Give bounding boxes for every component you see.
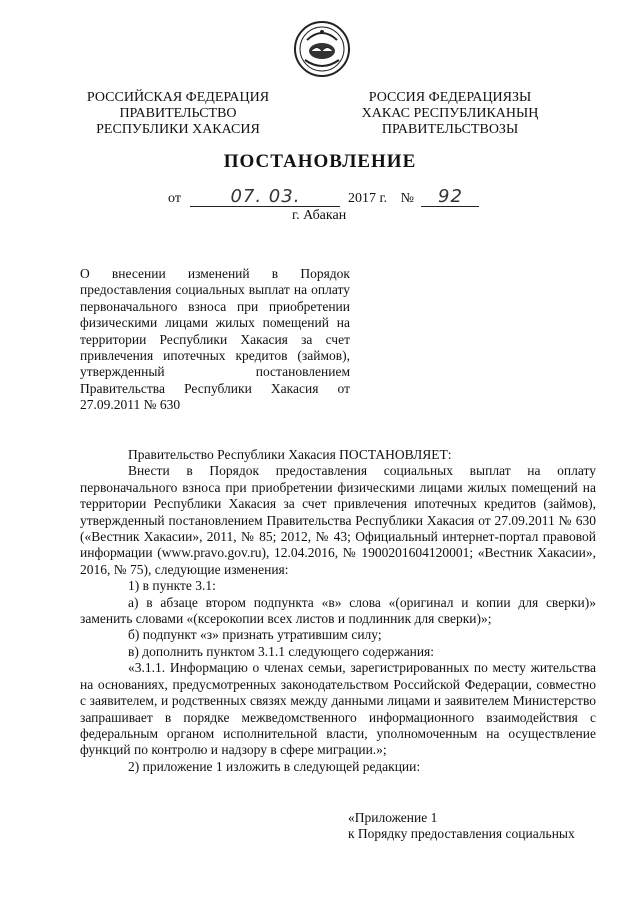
document-number: 92 [421, 188, 479, 207]
body-paragraph: 2) приложение 1 изложить в следующей редакции: [128, 758, 421, 774]
body-paragraph: в) дополнить пунктом 3.1.1 следующего содержания: [128, 643, 435, 659]
appendix-line: «Приложение 1 [348, 810, 438, 825]
document-title: ПОСТАНОВЛЕНИЕ [223, 151, 417, 172]
header-right-line: ХАКАС РЕСПУБЛИКАНЫҢ [361, 106, 539, 121]
header-left-line: РОССИЙСКАЯ ФЕДЕРАЦИЯ [86, 90, 270, 105]
header-right [352, 90, 548, 138]
body-paragraph: а) в абзаце втором подпункта «в» слова «(оригинал и копии для сверки)» заменить словами «(ксерокопии всех листов и подлинник для сверки)»; [80, 594, 596, 627]
appendix-heading [348, 810, 575, 843]
body-paragraph: Правительство Республики Хакасия ПОСТАНОВЛЯЕТ: [128, 447, 452, 462]
header-right-line: РОССИЯ ФЕДЕРАЦИЯЗЫ [368, 90, 532, 105]
date-value: 07. 03. [190, 188, 340, 207]
date-line [168, 188, 479, 207]
header-right-line: ПРАВИТЕЛЬСТВОЗЫ [381, 122, 519, 137]
header-left-line: ПРАВИТЕЛЬСТВО [119, 106, 237, 121]
body-paragraph: Внести в Порядок предоставления социальных выплат на оплату первоначального взноса при приобретении физическими лицами жилых помещений на территории Республики Хакасия за счет привлечения ипотечных кредитов (займов), утвержденный постановлением Правительства Республики Хакасия от 27.09.2011 № 630 («Вестник Хакасии», 2011, № 85; 2012, № 43; Официальный интернет-портал правовой информации (www.pravo.gov.ru), 12.04.2016, № 1900201604120001; «Вестник Хакасии», 2016, № 75), следующие изменения: [80, 463, 596, 577]
document-subject: О внесении изменений в Порядок предоставления социальных выплат на оплату первоначального взноса при приобретении физическими лицами жилых помещений на территории Республики Хакасия за счет привлечения ипотечных кредитов (займов), утвержденный постановлением Правительства Республики Хакасия от 27.09.2011 № 630 [80, 266, 350, 413]
document-body [80, 447, 596, 775]
date-year: 2017 г. [347, 191, 388, 206]
body-paragraph: б) подпункт «з» признать утратившим силу; [128, 627, 382, 643]
date-prefix: от [168, 191, 181, 206]
coat-of-arms-emblem [293, 20, 351, 78]
number-label: № [400, 191, 414, 206]
header-left-line: РЕСПУБЛИКИ ХАКАСИЯ [96, 122, 260, 137]
appendix-line: к Порядку предоставления социальных [348, 826, 575, 842]
city: г. Абакан [292, 208, 347, 223]
body-paragraph: 1) в пункте 3.1: [128, 578, 216, 594]
header-left [80, 90, 276, 138]
body-paragraph: «3.1.1. Информацию о членах семьи, зарегистрированных по месту жительства на основаниях, предусмотренных законодательством Российской Федерации, совместно с заявителем, и родственных связях между данными лицами и заявителем Министерство запрашивает в порядке межведомственного информационного взаимодействия с федеральным органом исполнительной власти, уполномоченным на осуществление функций по контролю и надзору в сфере миграции.»; [80, 660, 596, 758]
coat-of-arms-icon [293, 20, 351, 78]
